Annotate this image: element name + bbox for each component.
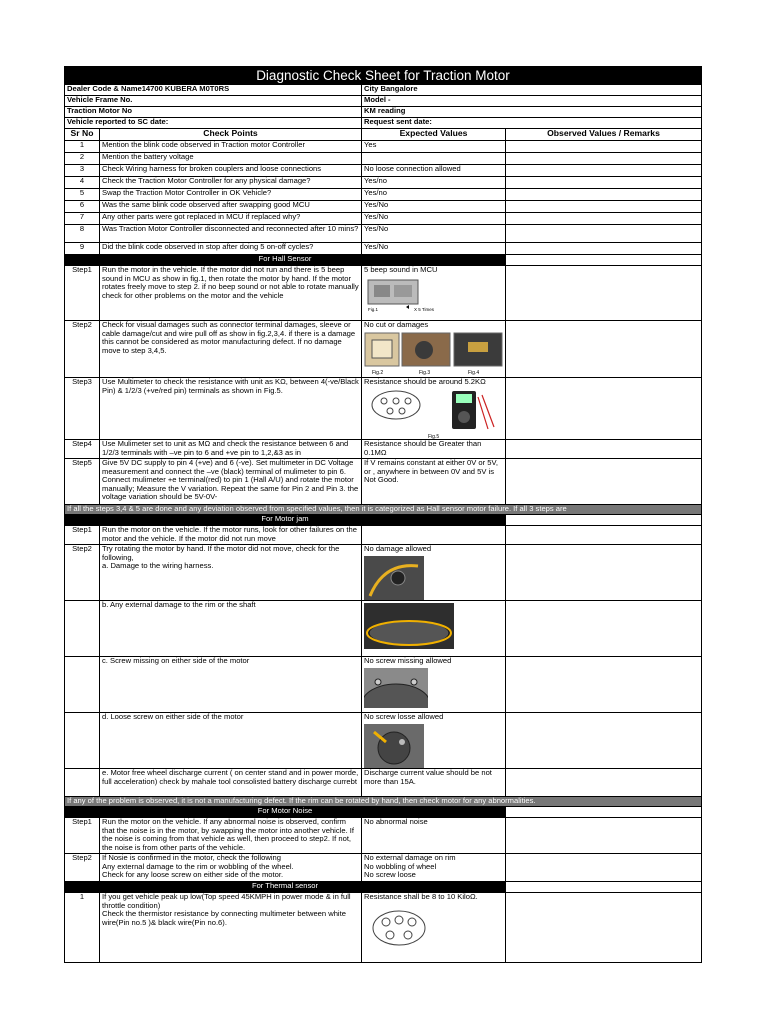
check-point: If you get vehicle peak up low(Top speed 45KMPH in power mode & in full throttle condition) Check the thermistor resistance by connecting multimeter between white wire(Pin no.5 )& black wire(Pin no.6). (100, 893, 362, 963)
header-observed: Observed Values / Remarks (506, 129, 702, 141)
fig-note: X 5 Times (414, 306, 435, 312)
check-point: c. Screw missing on either side of the motor (100, 657, 362, 713)
expected-text: Resistance shall be 8 to 10 KiloΩ. (364, 892, 478, 901)
sr-no: 1 (65, 141, 100, 153)
thermistor-connector-image (364, 904, 434, 948)
connector-damage-images (364, 332, 504, 376)
section-motor-noise: For Motor Noise (65, 807, 506, 818)
screw-missing-image (364, 668, 428, 708)
check-point: Mention the battery voltage (100, 153, 362, 165)
table-row (65, 189, 702, 201)
check-point: Was Traction Motor Controller disconnected and reconnected after 10 mins? (100, 225, 362, 243)
city-field[interactable]: City Bangalore (362, 85, 702, 96)
step-no: 1 (65, 893, 100, 963)
expected-value: No external damage on rim No wobbling of wheel No screw loose (362, 854, 506, 882)
table-row (65, 440, 702, 459)
header-srno: Sr No (65, 129, 100, 141)
mcu-controller-image (364, 277, 449, 313)
table-row (65, 545, 702, 601)
observed-input[interactable] (506, 769, 702, 797)
check-point: Check Wiring harness for broken couplers and loose connections (100, 165, 362, 177)
table-row (65, 141, 702, 153)
loose-screw-image (364, 724, 424, 768)
traction-motor-field[interactable]: Traction Motor No (65, 107, 362, 118)
observed-input[interactable] (506, 165, 702, 177)
sr-no: 4 (65, 177, 100, 189)
step-no: Step1 (65, 526, 100, 545)
table-row (65, 526, 702, 545)
check-point: Check for visual damages such as connector terminal damages, sleeve or cable damage/cut and wire pull off as show in fig.2,3,4. if there is a damage this cannot be considered as motor manufacturing defect. If no damage move to step 3,4,5. (100, 321, 362, 378)
table-row (65, 201, 702, 213)
table-row (65, 225, 702, 243)
observed-input[interactable] (506, 321, 702, 378)
table-row (65, 243, 702, 255)
expected-text: Resistance should be around 5.2KΩ (364, 377, 486, 386)
check-point: Run the motor on the vehicle. If the motor runs, look for other failures on the motor and the vehicle. If the motor did not run move (100, 526, 362, 545)
table-row (65, 266, 702, 321)
check-point: Use Multimeter to check the resistance with unit as KΩ, between 4(-ve/Black Pin) & 1/2/3 (+ve/red pin) terminals as shown in Fig.5. (100, 378, 362, 440)
expected-value: Discharge current value should be not more than 15A. (362, 769, 506, 797)
sr-no: 9 (65, 243, 100, 255)
sr-no: 3 (65, 165, 100, 177)
check-point: Use Mulimeter set to unit as MΩ and check the resistance between 6 and 1/2/3 terminals with –ve pin to 6 and +ve pin to 1,2,&3 as in (100, 440, 362, 459)
rim-shaft-image (364, 603, 454, 649)
observed-input[interactable] (506, 153, 702, 165)
multimeter-image (364, 389, 504, 439)
observed-input[interactable] (506, 713, 702, 769)
table-row (65, 818, 702, 854)
observed-input[interactable] (506, 225, 702, 243)
header-check-points: Check Points (100, 129, 362, 141)
expected-value (362, 526, 506, 545)
observed-input[interactable] (506, 657, 702, 713)
km-reading-field[interactable]: KM reading (362, 107, 702, 118)
section-thermal-sensor: For Thermal sensor (65, 882, 506, 893)
check-sheet-table (64, 66, 702, 963)
observed-input[interactable] (506, 526, 702, 545)
wiring-harness-image (364, 556, 424, 600)
expected-value: Yes/No (362, 213, 506, 225)
table-row (65, 893, 702, 963)
step-no: Step2 (65, 854, 100, 882)
observed-input[interactable] (506, 141, 702, 153)
table-row (65, 321, 702, 378)
table-row (65, 459, 702, 505)
observed-input[interactable] (506, 545, 702, 601)
expected-value (362, 266, 506, 321)
observed-input[interactable] (506, 601, 702, 657)
reported-date-field[interactable]: Vehicle reported to SC date: (65, 118, 362, 129)
expected-value: Yes/no (362, 189, 506, 201)
observed-input[interactable] (506, 177, 702, 189)
check-point: Run the motor on the vehicle. If any abnormal noise is observed, confirm that the noise is in the motor, by swapping the motor into another vehicle. If the noise is coming from that vehicle as well, then proceed to step2. If not, the noise is from other parts of the vehicle. (100, 818, 362, 854)
expected-value: Yes/No (362, 225, 506, 243)
check-point: Swap the Traction Motor Controller in OK Vehicle? (100, 189, 362, 201)
sr-no: 5 (65, 189, 100, 201)
step-no: Step4 (65, 440, 100, 459)
expected-value (362, 321, 506, 378)
step-no: Step2 (65, 321, 100, 378)
step-no: Step2 (65, 545, 100, 601)
expected-value (362, 893, 506, 963)
fig-label: Fig.5 (428, 433, 440, 439)
expected-value (362, 657, 506, 713)
observed-input[interactable] (506, 440, 702, 459)
sheet-title: Diagnostic Check Sheet for Traction Motor (65, 67, 702, 85)
observed-input[interactable] (506, 201, 702, 213)
step-no: Step1 (65, 266, 100, 321)
table-row (65, 153, 702, 165)
sr-no: 2 (65, 153, 100, 165)
check-point: d. Loose screw on either side of the motor (100, 713, 362, 769)
table-row (65, 213, 702, 225)
header-expected: Expected Values (362, 129, 506, 141)
expected-value (362, 153, 506, 165)
expected-value: No abnormal noise (362, 818, 506, 854)
observed-input[interactable] (506, 189, 702, 201)
expected-text: No damage allowed (364, 544, 432, 553)
diagnostic-sheet (64, 66, 701, 963)
expected-value: Yes/No (362, 243, 506, 255)
observed-input[interactable] (506, 818, 702, 854)
observed-input[interactable] (506, 243, 702, 255)
table-row (65, 769, 702, 797)
table-row (65, 601, 702, 657)
section-hall-sensor: For Hall Sensor (65, 255, 506, 266)
expected-value (362, 601, 506, 657)
check-point: If Nosie is confirmed in the motor, check the following Any external damage to the rim or wobbling of the wheel. Check for any loose screw on either side of the motor. (100, 854, 362, 882)
observed-input[interactable] (506, 459, 702, 505)
fig-label: Fig.1 (368, 306, 379, 312)
table-row (65, 165, 702, 177)
step-no: Step3 (65, 378, 100, 440)
expected-value (362, 545, 506, 601)
check-point: Was the same blink code observed after swapping good MCU (100, 201, 362, 213)
expected-text: No cut or damages (364, 320, 429, 329)
check-point: Mention the blink code observed in Traction motor Controller (100, 141, 362, 153)
check-point: Give 5V DC supply to pin 4 (+ve) and 6 (-ve). Set multimeter in DC Voltage measurement and connect the –ve (black) terminal of mulimeter to pin 6. Connect mulimeter +e terminal(red) to pin 1 (Hall A/U) and rotate the motor manually; Measure the V variation. Repeat the same for Pin 2 and Pin 3. the voltage variation should be 5V-0V- (100, 459, 362, 505)
expected-value: Yes (362, 141, 506, 153)
fig-label: Fig.4 (468, 369, 480, 376)
expected-value: Yes/no (362, 177, 506, 189)
expected-value (362, 378, 506, 440)
model-field[interactable]: Model - (362, 96, 702, 107)
dealer-code-field[interactable]: Dealer Code & Name14700 KUBERA M0T0RS (65, 85, 362, 96)
check-subitem: a. Damage to the wiring harness. (102, 561, 214, 571)
request-date-field[interactable]: Request sent date: (362, 118, 702, 129)
step-no: Step1 (65, 818, 100, 854)
observed-input[interactable] (506, 378, 702, 440)
check-point: Did the blink code observed in stop after doing 5 on-off cycles? (100, 243, 362, 255)
expected-value: Yes/No (362, 201, 506, 213)
expected-text: No screw losse allowed (364, 712, 444, 721)
observed-input[interactable] (506, 893, 702, 963)
expected-value: No loose connection allowed (362, 165, 506, 177)
observed-input[interactable] (506, 854, 702, 882)
expected-value: If V remains constant at either 0V or 5V, or , anywhere in between 0V and 5V is Not Good. (362, 459, 506, 505)
table-row (65, 854, 702, 882)
check-point: Any other parts were got replaced in MCU if replaced why? (100, 213, 362, 225)
motor-jam-note: If any of the problem is observed, it is not a manufacturing defect. If the rim can be rotated by hand, then check motor for any abnormalities. (65, 797, 702, 807)
expected-value: Resistance should be Greater than 0.1MΩ (362, 440, 506, 459)
table-row (65, 657, 702, 713)
fig-label: Fig.3 (419, 369, 431, 376)
check-point (100, 545, 362, 601)
check-text: Try rotating the motor by hand. If the motor did not move, check for the following, (102, 544, 340, 562)
sr-no: 8 (65, 225, 100, 243)
sr-no: 6 (65, 201, 100, 213)
check-point: e. Motor free wheel discharge current ( on center stand and in power morde, full acceleration) check by mahale tool consolisted battery discharge currebt (100, 769, 362, 797)
table-row (65, 713, 702, 769)
fig-label: Fig.2 (372, 369, 384, 376)
observed-input[interactable] (506, 213, 702, 225)
expected-value (362, 713, 506, 769)
table-row (65, 177, 702, 189)
step-no: Step5 (65, 459, 100, 505)
expected-text: 5 beep sound in MCU (364, 265, 438, 274)
hall-sensor-note: If all the steps 3,4 & 5 are done and any deviation observed from specified values, then it is categorized as Hall sensor motor failure. If all 3 steps are (65, 505, 702, 515)
speaker-icon (406, 305, 409, 309)
section-motor-jam: For Motor jam (65, 515, 506, 526)
expected-text: No screw missing allowed (364, 656, 452, 665)
observed-input[interactable] (506, 266, 702, 321)
table-row (65, 378, 702, 440)
check-point: Run the motor in the vehicle. If the motor did not run and there is 5 beep sound in MCU as show in fig.1, then rotate the motor by hand. If the motor rotates freely move to step 2. if no beep sound or not able to rotate manually check for other problems on the motor and the vehicle (100, 266, 362, 321)
check-point: Check the Traction Motor Controller for any physical damage? (100, 177, 362, 189)
sr-no: 7 (65, 213, 100, 225)
check-point: b. Any external damage to the rim or the shaft (100, 601, 362, 657)
vehicle-frame-field[interactable]: Vehicle Frame No. (65, 96, 362, 107)
